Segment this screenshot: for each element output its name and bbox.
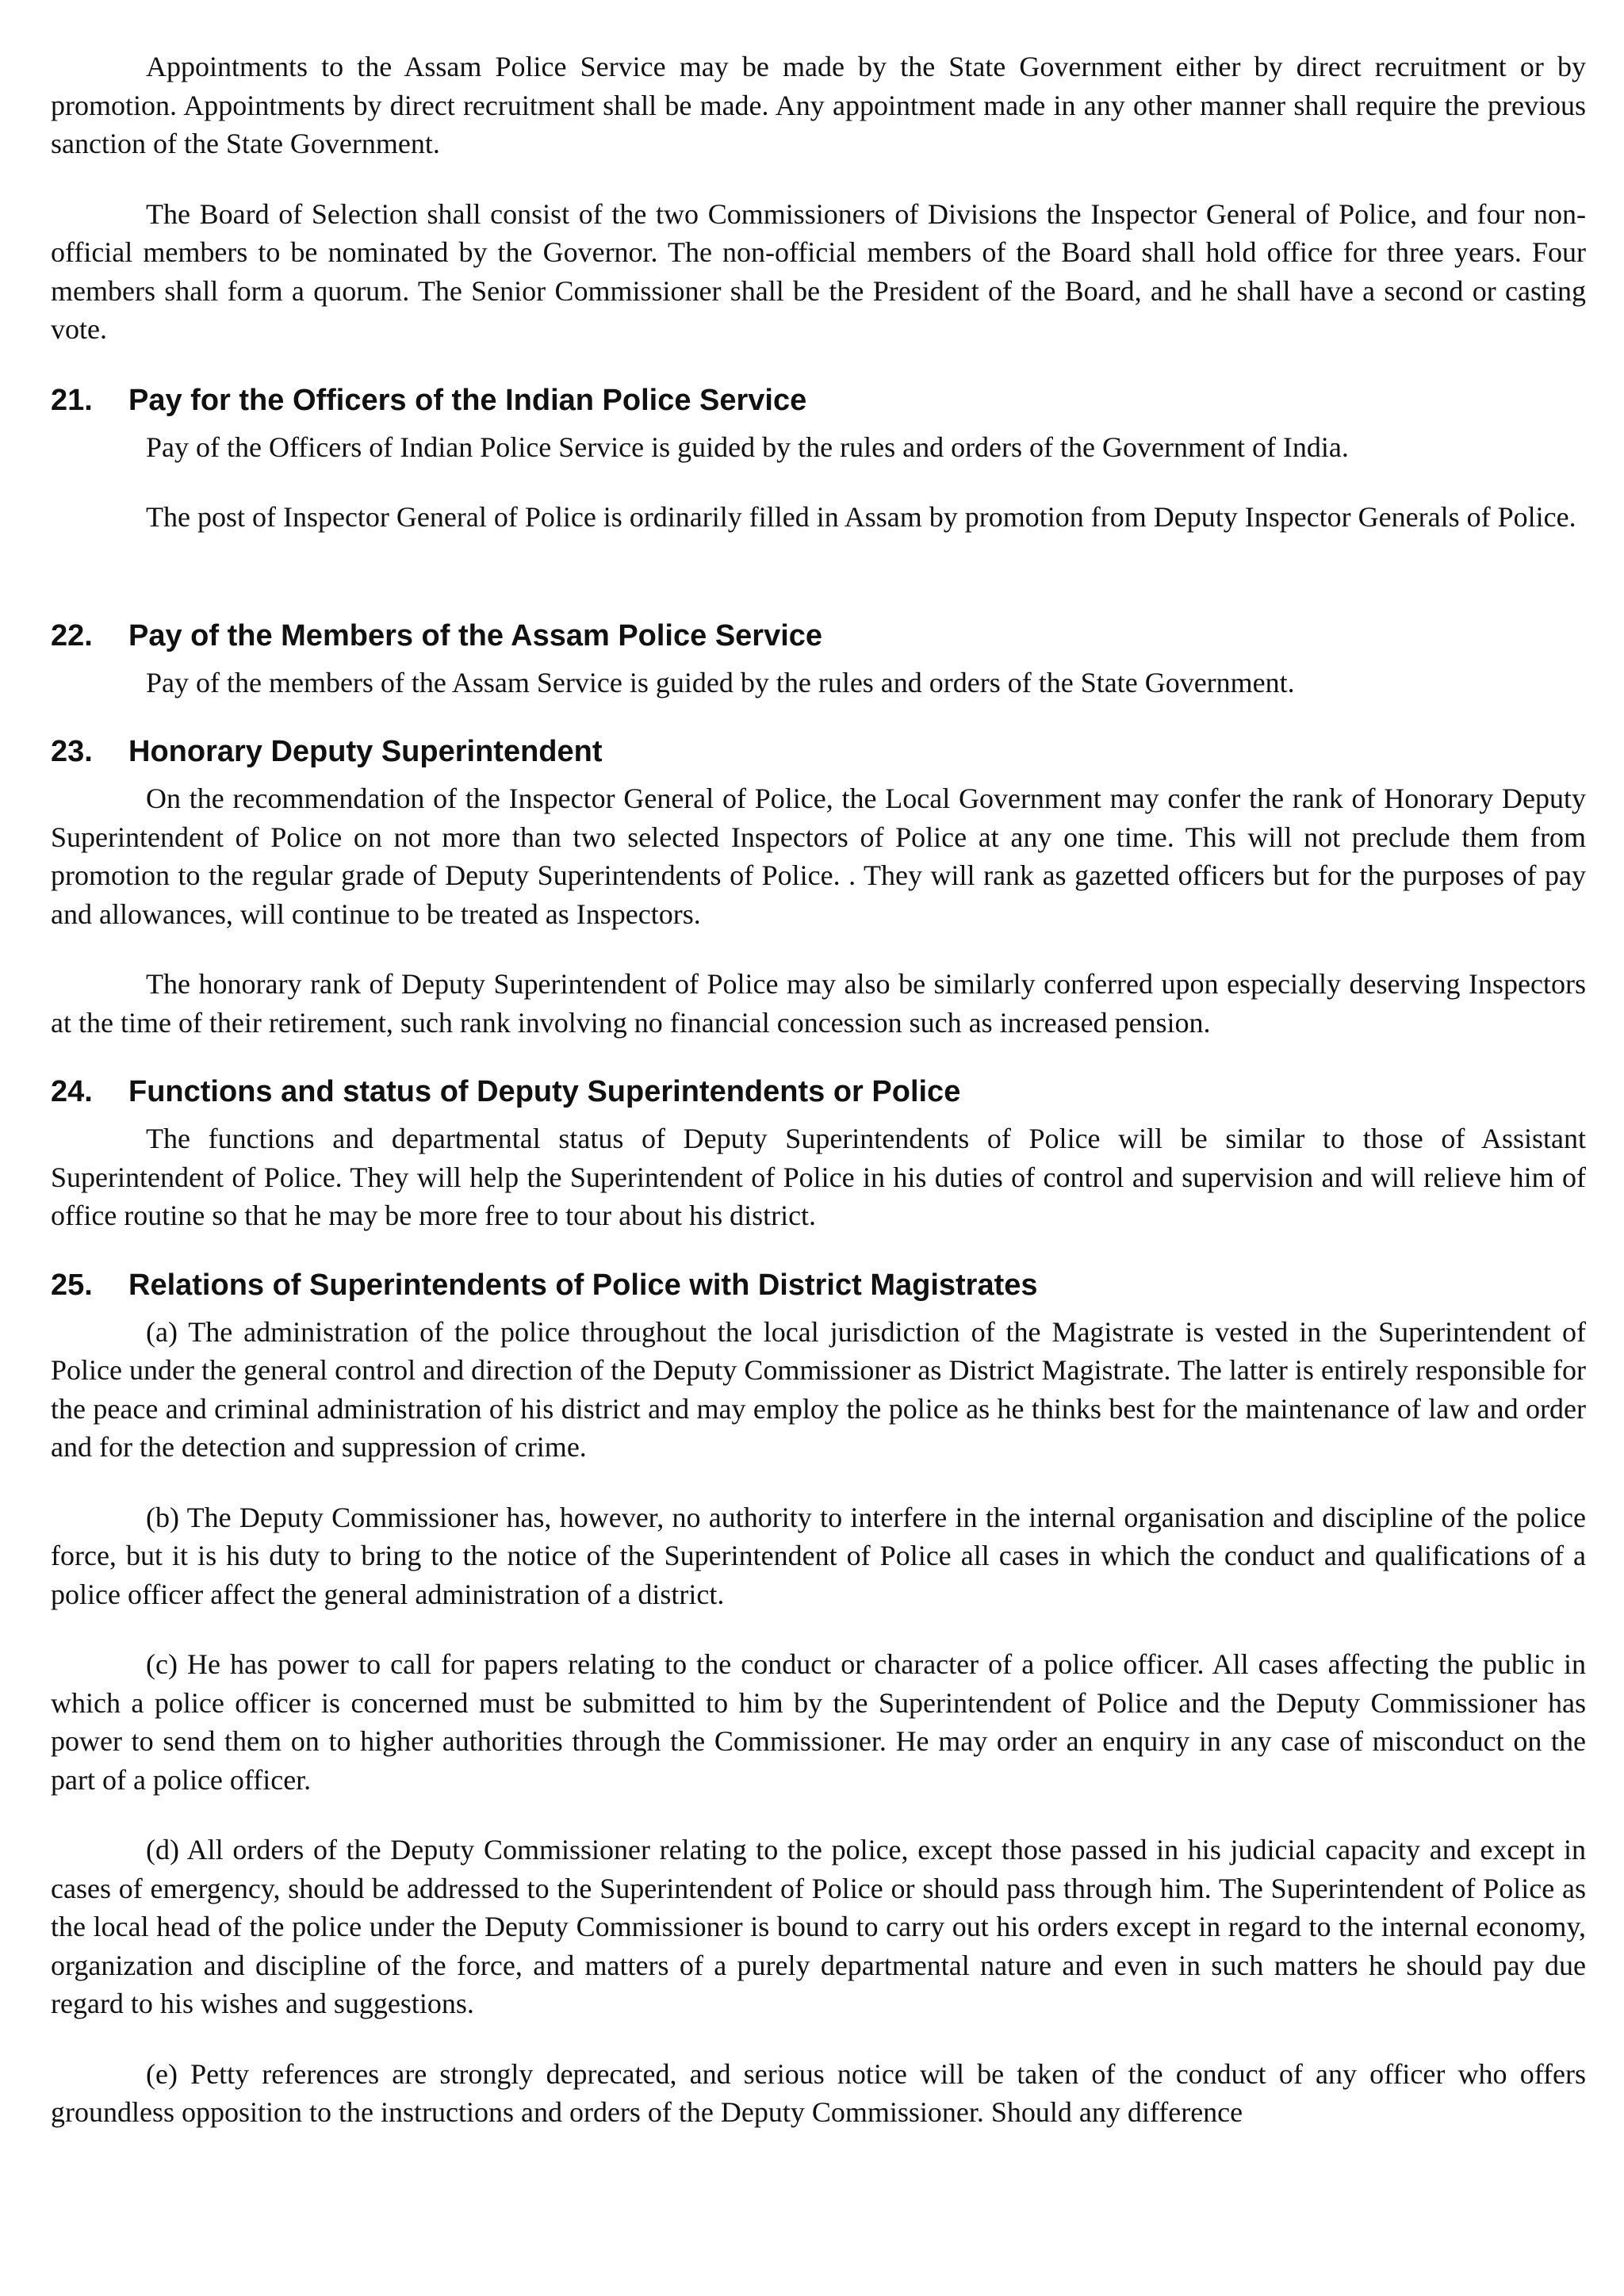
section-23-paragraph-1: On the recommendation of the Inspector General of Police, the Local Government may confer the rank of Honorary Deputy Superintendent of Police on not more than two selected Inspectors of Police at any one time. This will not preclude them from promotion to the regular grade of Deputy Superintendents of Police. . They will rank as gazetted officers but for the purposes of pay and allowances, will continue to be treated as Inspectors. — [51, 783, 1586, 930]
section-21-paragraph-2: The post of Inspector General of Police is ordinarily filled in Assam by promotion from Deputy Inspector Generals of Police. — [146, 501, 1576, 533]
section-22-paragraph-1: Pay of the members of the Assam Service is guided by the rules and orders of the State Government. — [146, 666, 1295, 698]
section-title: Functions and status of Deputy Superintendents or Police — [128, 1075, 961, 1108]
section-25-paragraph-d: (d) All orders of the Deputy Commissioner relating to the police, except those passed in his judicial capacity and except in cases of emergency, should be addressed to the Superintendent of Police or should pass through him. The Superintendent of Police as the local head of the police under the Deputy Commissioner is bound to carry out his orders except in regard to the internal economy, organization and discipline of the force, and matters of a purely departmental nature and even in such matters he should pay due regard to his wishes and suggestions. — [51, 1834, 1586, 2019]
section-21-paragraph-1: Pay of the Officers of Indian Police Service is guided by the rules and orders of the Government of India. — [146, 430, 1349, 463]
section-number: 22. — [51, 618, 93, 652]
document-page — [51, 48, 1586, 2164]
section-number: 24. — [51, 1075, 93, 1108]
intro-paragraph-2: The Board of Selection shall consist of the two Commissioners of Divisions the Inspector General of Police, and four non-official members to be nominated by the Governor. The non-official members of the Board shall hold office for three years. Four members shall form a quorum. The Senior Commissioner shall be the President of the Board, and he shall have a second or casting vote. — [51, 197, 1586, 345]
section-25-paragraph-c: (c) He has power to call for papers relating to the conduct or character of a police officer. All cases affecting the public in which a police officer is concerned must be submitted to him by the Superintendent of Police and the Deputy Commissioner has power to send them on to higher authorities through the Commissioner. He may order an enquiry in any case of misconduct on the part of a police officer. — [51, 1648, 1586, 1796]
intro-paragraph-1: Appointments to the Assam Police Service may be made by the State Government either by direct recruitment or by promotion. Appointments by direct recruitment shall be made. Any appointment made in any other manner shall require the previous sanction of the State Government. — [51, 51, 1586, 159]
section-25-paragraph-a: (a) The administration of the police throughout the local jurisdiction of the Magistrate is vested in the Superintendent of Police under the general control and direction of the Deputy Commissioner as District Magistrate. The latter is entirely responsible for the peace and criminal administration of his district and may employ the police as he thinks best for the maintenance of law and order and for the detection and suppression of crime. — [51, 1315, 1586, 1463]
section-23-heading — [51, 732, 1586, 771]
section-25-paragraph-b: (b) The Deputy Commissioner has, however, no authority to interfere in the internal organisation and discipline of the police force, but it is his duty to bring to the notice of the Superintendent of Police all cases in which the conduct and qualifications of a police officer affect the general administration of a district. — [51, 1501, 1586, 1610]
section-23-paragraph-2: The honorary rank of Deputy Superintendent of Police may also be similarly conferred upon especially deserving Inspectors at the time of their retirement, such rank involving no financial concession such as increased pension. — [51, 968, 1586, 1039]
section-24-heading — [51, 1072, 1586, 1112]
section-number: 25. — [51, 1268, 93, 1302]
section-25-paragraph-e: (e) Petty references are strongly deprecated, and serious notice will be taken of the conduct of any officer who offers groundless opposition to the instructions and orders of the Deputy Commissioner. Should any difference — [51, 2057, 1586, 2128]
section-title: Relations of Superintendents of Police with District Magistrates — [128, 1268, 1038, 1302]
section-24-paragraph-1: The functions and departmental status of Deputy Superintendents of Police will be similar to those of Assistant Superintendent of Police. They will help the Superintendent of Police in his duties of control and supervision and will relieve him of office routine so that he may be more free to tour about his district. — [51, 1123, 1586, 1231]
section-25-heading — [51, 1265, 1586, 1305]
section-title: Pay of the Members of the Assam Police Service — [128, 618, 823, 652]
section-22-heading — [51, 616, 1586, 656]
section-title: Pay for the Officers of the Indian Police Service — [128, 383, 807, 417]
section-title: Honorary Deputy Superintendent — [128, 735, 603, 768]
section-21-heading — [51, 381, 1586, 420]
section-number: 23. — [51, 735, 93, 768]
section-number: 21. — [51, 383, 93, 417]
